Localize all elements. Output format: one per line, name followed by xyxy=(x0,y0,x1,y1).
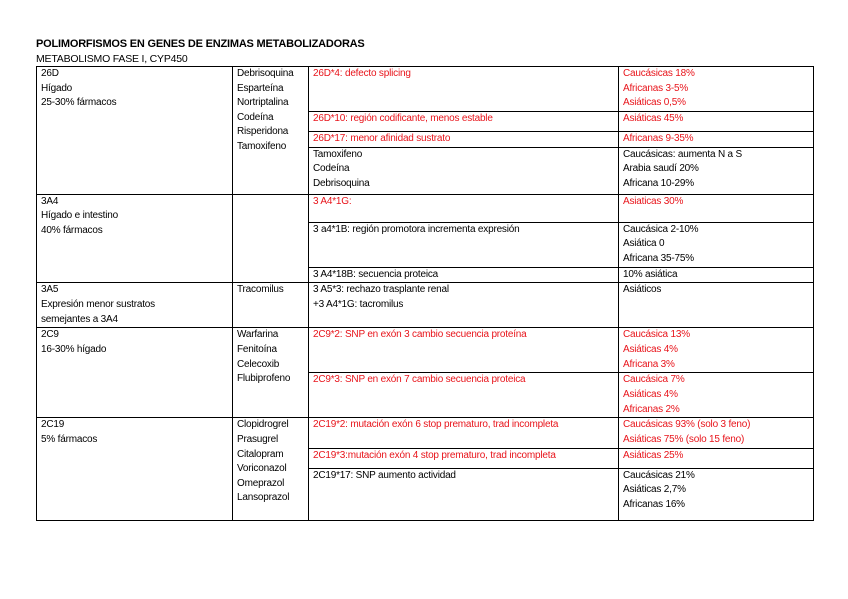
drugs-cell xyxy=(233,67,309,195)
drug-line: Flubiprofeno xyxy=(237,373,291,385)
frequency-line: Asiáticas 4% xyxy=(623,343,678,355)
variant-line: 3 A4*1G: xyxy=(313,195,352,207)
drug-line: Prasugrel xyxy=(237,433,278,445)
variant-cell xyxy=(309,283,619,328)
drug-line: Omeprazol xyxy=(237,477,285,489)
frequency-line: Arabia saudí 20% xyxy=(623,163,699,175)
variant-cell xyxy=(309,373,619,418)
drugs-cell xyxy=(233,283,309,328)
enzyme-cell xyxy=(37,283,233,328)
enzyme-line: 3A4 xyxy=(41,195,59,207)
variant-line: Debrisoquina xyxy=(313,177,370,189)
frequency-cell xyxy=(619,448,814,468)
frequency-line: Asiáticas 0,5% xyxy=(623,97,686,109)
enzyme-line: Hígado e intestino xyxy=(41,210,119,222)
enzyme-line: 25-30% fármacos xyxy=(41,97,117,109)
drugs-cell xyxy=(233,194,309,283)
frequency-line: Africana 35-75% xyxy=(623,252,694,264)
variant-line: 26D*17: menor afinidad sustrato xyxy=(313,132,451,144)
frequency-cell xyxy=(619,194,814,222)
frequency-cell xyxy=(619,267,814,283)
frequency-cell xyxy=(619,328,814,373)
frequency-cell xyxy=(619,418,814,448)
drug-line: Nortriptalina xyxy=(237,97,289,109)
drug-line: Risperidona xyxy=(237,126,289,138)
frequency-line: Caucásica 2-10% xyxy=(623,223,699,235)
frequency-line: Asiáticas 4% xyxy=(623,388,678,400)
frequency-line: Caucásicas 21% xyxy=(623,469,695,481)
enzyme-cell xyxy=(37,67,233,195)
variant-cell xyxy=(309,67,619,112)
frequency-cell xyxy=(619,131,814,147)
frequency-line: 10% asiática xyxy=(623,268,678,280)
frequency-line: Asiáticas 75% (solo 15 feno) xyxy=(623,433,745,445)
frequency-line: Caucásicas: aumenta N a S xyxy=(623,148,742,160)
table-row xyxy=(37,283,814,328)
enzyme-line: 40% fármacos xyxy=(41,224,103,236)
variant-line: Codeína xyxy=(313,163,350,175)
frequency-line: Africanas 3-5% xyxy=(623,82,689,94)
variant-cell xyxy=(309,418,619,448)
variant-line: 2C19*17: SNP aumento actividad xyxy=(313,469,456,481)
drugs-cell xyxy=(233,328,309,418)
variant-cell xyxy=(309,328,619,373)
drug-line: Codeína xyxy=(237,111,274,123)
variant-cell xyxy=(309,194,619,222)
frequency-line: Asiaticas 30% xyxy=(623,195,684,207)
frequency-line: Africanas 2% xyxy=(623,403,680,415)
variant-line: 26D*4: defecto splicing xyxy=(313,68,411,79)
document-subtitle: METABOLISMO FASE I, CYP450 xyxy=(36,53,188,65)
drug-line: Debrisoquina xyxy=(237,68,294,79)
frequency-cell xyxy=(619,222,814,267)
frequency-line: Caucásicas 93% (solo 3 feno) xyxy=(623,419,751,431)
frequency-line: Africanas 16% xyxy=(623,498,685,510)
drug-line: Fenitoína xyxy=(237,343,277,355)
frequency-cell xyxy=(619,283,814,328)
enzyme-line: 5% fármacos xyxy=(41,433,98,445)
enzyme-line: 2C19 xyxy=(41,419,65,431)
frequency-cell xyxy=(619,373,814,418)
variant-cell xyxy=(309,111,619,131)
frequency-cell xyxy=(619,147,814,194)
drug-line: Clopidrogrel xyxy=(237,419,289,431)
enzyme-line: 16-30% hígado xyxy=(41,343,107,355)
enzyme-line: semejantes a 3A4 xyxy=(41,313,118,325)
variant-line: 2C19*3:mutación exón 4 stop prematuro, trad incompleta xyxy=(313,449,556,461)
variant-line: 3 a4*1B: región promotora incrementa expresión xyxy=(313,223,520,235)
drug-line: Lansoprazol xyxy=(237,492,290,504)
enzyme-line: Hígado xyxy=(41,82,73,94)
variant-line: 3 A5*3: rechazo trasplante renal xyxy=(313,284,449,296)
variant-line: 2C19*2: mutación exón 6 stop prematuro, trad incompleta xyxy=(313,419,559,431)
variant-line: 2C9*2: SNP en exón 3 cambio secuencia proteína xyxy=(313,329,527,341)
variant-cell xyxy=(309,267,619,283)
drug-line: Tracomilus xyxy=(237,284,284,296)
variant-cell xyxy=(309,147,619,194)
frequency-line: Caucásica 13% xyxy=(623,329,690,341)
variant-line: +3 A4*1G: tacromilus xyxy=(313,298,404,310)
frequency-line: Asiáticas 2,7% xyxy=(623,484,686,496)
frequency-cell xyxy=(619,67,814,112)
drug-line: Voriconazol xyxy=(237,463,287,475)
enzyme-line: 26D xyxy=(41,68,59,79)
polymorphism-table xyxy=(36,66,814,521)
frequency-cell xyxy=(619,468,814,520)
drug-line: Celecoxib xyxy=(237,358,280,370)
drug-line: Citalopram xyxy=(237,448,284,460)
table-row xyxy=(37,67,814,112)
enzyme-cell xyxy=(37,194,233,283)
frequency-line: Asiáticos xyxy=(623,284,662,296)
variant-cell xyxy=(309,448,619,468)
enzyme-line: 2C9 xyxy=(41,329,59,341)
variant-line: 2C9*3: SNP en exón 7 cambio secuencia proteica xyxy=(313,374,526,386)
drug-line: Warfarina xyxy=(237,329,279,341)
frequency-line: Asiática 0 xyxy=(623,238,665,250)
document-title: POLIMORFISMOS EN GENES DE ENZIMAS METABOLIZADORAS xyxy=(36,38,365,50)
drug-line: Esparteína xyxy=(237,82,284,94)
frequency-cell xyxy=(619,111,814,131)
variant-line: Tamoxifeno xyxy=(313,148,363,160)
variant-line: 3 A4*18B: secuencia proteica xyxy=(313,268,439,280)
variant-cell xyxy=(309,131,619,147)
enzyme-line: 3A5 xyxy=(41,284,59,296)
enzyme-line: Expresión menor sustratos xyxy=(41,298,155,310)
variant-line: 26D*10: región codificante, menos estable xyxy=(313,112,493,124)
frequency-line: Caucásica 7% xyxy=(623,374,685,386)
drugs-cell xyxy=(233,418,309,520)
variant-cell xyxy=(309,468,619,520)
frequency-line: Asiáticas 25% xyxy=(623,449,684,461)
drug-line: Tamoxifeno xyxy=(237,140,287,152)
frequency-line: Caucásicas 18% xyxy=(623,68,695,79)
frequency-line: Africana 3% xyxy=(623,358,675,370)
enzyme-cell xyxy=(37,418,233,520)
frequency-line: Africanas 9-35% xyxy=(623,132,694,144)
frequency-line: Africana 10-29% xyxy=(623,177,694,189)
table-row xyxy=(37,194,814,222)
frequency-line: Asiáticas 45% xyxy=(623,112,684,124)
table-row xyxy=(37,418,814,448)
table-row xyxy=(37,328,814,373)
variant-cell xyxy=(309,222,619,267)
enzyme-cell xyxy=(37,328,233,418)
